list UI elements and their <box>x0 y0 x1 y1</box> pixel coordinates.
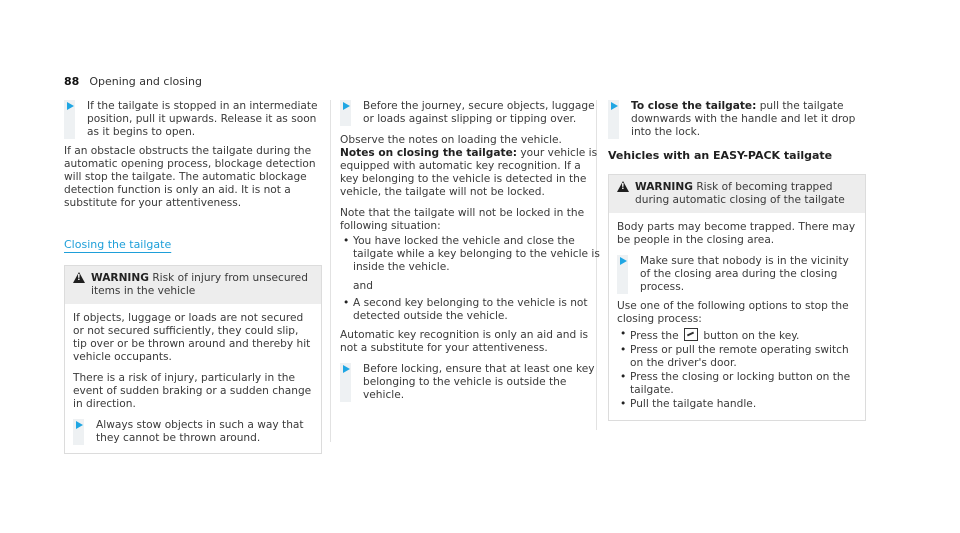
warning-paragraph: Body parts may become trapped. There may be people in the closing area. <box>617 221 856 246</box>
step-text: Make sure that nobody is in the vicinity of the closing area during the closing process. <box>640 255 849 293</box>
warning-box <box>64 265 322 454</box>
step-label: To close the tailgate: <box>631 100 757 112</box>
notes-paragraph <box>340 147 602 199</box>
warning-paragraph: Use one of the following options to stop the closing process: <box>617 300 849 325</box>
page-number: 88 <box>64 75 80 88</box>
warning-label: WARNING <box>91 272 149 284</box>
warning-box <box>608 174 866 421</box>
paragraph: Note that the tailgate will not be locked in the following situation: <box>340 207 585 232</box>
column-1 <box>64 100 322 460</box>
step-arrow-icon <box>620 257 627 265</box>
list-item: • Press or pull the remote operating switch on the driver's door. <box>617 344 857 370</box>
section-title: Opening and closing <box>89 75 202 88</box>
page-header <box>64 75 202 88</box>
notes-label: Notes on closing the tailgate: <box>340 147 518 159</box>
warning-label: WARNING <box>635 181 693 193</box>
list-item: • Pull the tailgate handle. <box>617 398 857 411</box>
instruction-step <box>340 363 602 402</box>
warning-paragraph: If objects, luggage or loads are not secured or not secured sufficiently, they could slip, tip over or be thrown around and thereby hit vehicle occupants. <box>73 312 311 363</box>
list-item: • You have locked the vehicle and close the tailgate while a key belonging to the vehicle is inside the vehicle. <box>340 235 602 274</box>
bullet-list <box>340 235 602 274</box>
column-divider <box>330 100 331 442</box>
list-item <box>617 328 857 343</box>
step-arrow-icon <box>343 365 350 373</box>
warning-header <box>65 266 321 304</box>
tailgate-icon <box>684 328 698 341</box>
step-arrow-icon <box>67 102 74 110</box>
step-text: Before locking, ensure that at least one key belonging to the vehicle is outside the vehicle. <box>363 363 595 401</box>
bullet-list <box>617 328 857 411</box>
column-3 <box>608 100 866 427</box>
paragraph: Observe the notes on loading the vehicle. <box>340 134 562 146</box>
list-item: • A second key belonging to the vehicle is not detected outside the vehicle. <box>340 297 602 323</box>
paragraph: If an obstacle obstructs the tailgate during the automatic opening process, blockage detection will stop the tailgate. The automatic blockage detection function is only an aid. It is not a substitute for your attentiveness. <box>64 145 316 209</box>
list-item: • Press the closing or locking button on the tailgate. <box>617 371 857 397</box>
instruction-step <box>608 100 866 139</box>
instruction-step <box>73 419 313 445</box>
instruction-step <box>64 100 322 139</box>
step-arrow-icon <box>343 102 350 110</box>
step-text: Before the journey, secure objects, luggage or loads against slipping or tipping over. <box>363 100 595 125</box>
instruction-step <box>340 100 602 126</box>
warning-paragraph: There is a risk of injury, particularly in the event of sudden braking or a sudden change in direction. <box>73 372 312 410</box>
list-item-text: Press the <box>630 330 679 342</box>
warning-body <box>609 213 865 420</box>
warning-triangle-icon <box>73 272 85 283</box>
column-2 <box>340 100 602 408</box>
paragraph: Automatic key recognition is only an aid and is not a substitute for your attentiveness. <box>340 329 589 354</box>
step-arrow-icon <box>76 421 83 429</box>
notes-text: your vehicle is equipped with automatic key recognition. If a key belonging to the vehicle is detected in the vehicle, the tailgate will not be locked. <box>340 147 598 198</box>
section-heading: Vehicles with an EASY-PACK tailgate <box>608 149 833 162</box>
section-heading[interactable]: Closing the tailgate <box>64 238 172 251</box>
warning-triangle-icon <box>617 181 629 192</box>
instruction-step <box>617 255 857 294</box>
conjunction-text: and <box>353 280 373 292</box>
warning-text: Risk of becoming trapped during automatic closing of the tailgate <box>635 181 845 206</box>
list-item-text: button on the key. <box>703 330 800 342</box>
warning-header <box>609 175 865 213</box>
step-text <box>625 100 866 139</box>
step-arrow-icon <box>611 102 618 110</box>
step-text: If the tailgate is stopped in an intermediate position, pull it upwards. Release it as soon as it begins to open. <box>87 100 318 138</box>
warning-body <box>65 304 321 453</box>
step-text: Always stow objects in such a way that they cannot be thrown around. <box>96 419 304 444</box>
bullet-list <box>340 297 602 323</box>
warning-text: Risk of injury from unsecured items in the vehicle <box>91 272 308 297</box>
step-body: pull the tailgate downwards with the handle and let it drop into the lock. <box>631 100 856 138</box>
